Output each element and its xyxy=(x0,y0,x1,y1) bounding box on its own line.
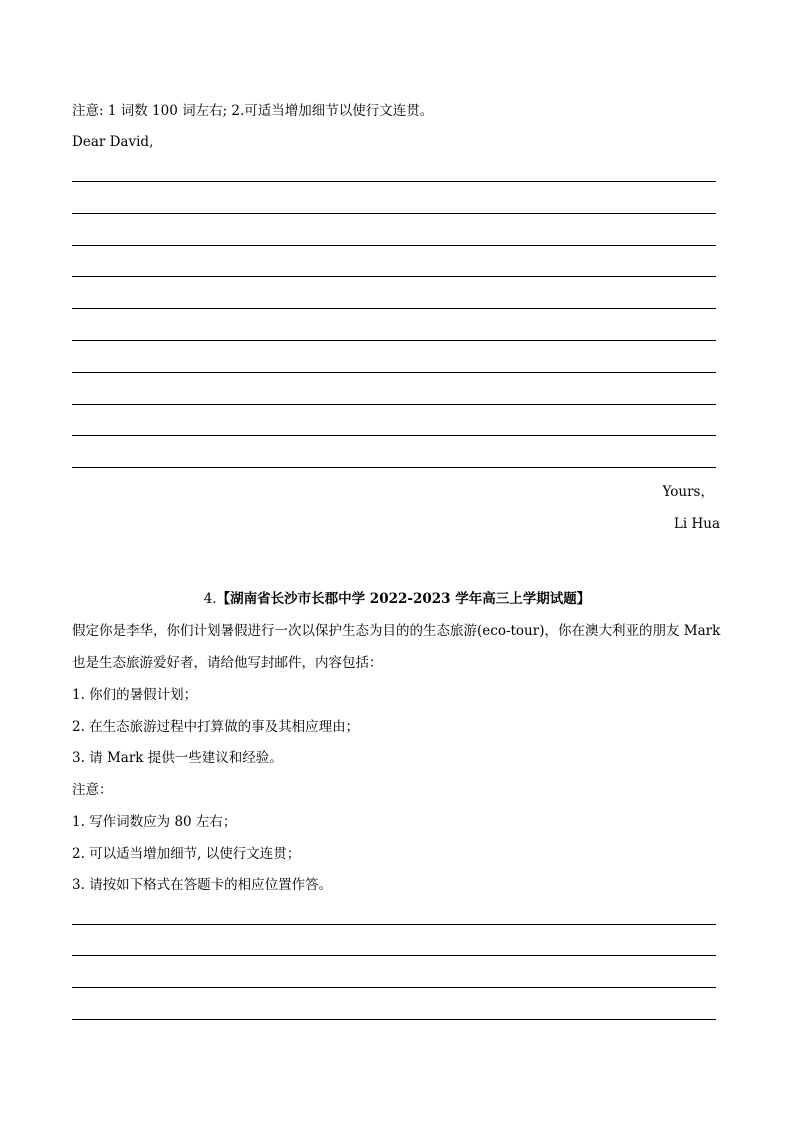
answer-line xyxy=(72,372,716,373)
answer-line xyxy=(72,276,716,277)
word-count-note: 注意: 1 词数 100 词左右; 2.可适当增加细节以使行文连贯。 xyxy=(72,103,434,119)
answer-line xyxy=(72,987,716,988)
answer-line xyxy=(72,467,716,468)
answer-line xyxy=(72,340,716,341)
answer-line xyxy=(72,924,716,925)
answer-line xyxy=(72,308,716,309)
question-title xyxy=(0,590,794,608)
note-item: 2. 可以适当增加细节, 以使行文连贯； xyxy=(72,846,301,862)
answer-line xyxy=(72,245,716,246)
note-item: 3. 请按如下格式在答题卡的相应位置作答。 xyxy=(72,877,333,893)
notes-heading: 注意： xyxy=(72,782,113,798)
content-item: 3. 请 Mark 提供一些建议和经验。 xyxy=(72,750,283,766)
letter-closing: Yours， xyxy=(662,484,714,500)
answer-line xyxy=(72,213,716,214)
answer-line xyxy=(72,955,716,956)
answer-line xyxy=(72,404,716,405)
prompt-line: 假定你是李华，你们计划暑假进行一次以保护生态为目的的生态旅游(eco-tour)，你在澳大利亚的朋友 Mark xyxy=(72,623,721,639)
content-item: 2. 在生态旅游过程中打算做的事及其相应理由； xyxy=(72,719,360,735)
question-source: 【湖南省长沙市长郡中学 2022-2023 学年高三上学期试题】 xyxy=(216,591,591,607)
answer-line xyxy=(72,1019,716,1020)
prompt-line: 也是生态旅游爱好者，请给他写封邮件，内容包括： xyxy=(72,655,383,671)
question-number: 4. xyxy=(203,591,217,607)
answer-line xyxy=(72,181,716,182)
letter-signature: Li Hua xyxy=(673,516,720,532)
note-item: 1. 写作词数应为 80 左右； xyxy=(72,814,237,830)
content-item: 1. 你们的暑假计划； xyxy=(72,687,198,703)
letter-salutation: Dear David, xyxy=(72,134,154,150)
answer-line xyxy=(72,435,716,436)
